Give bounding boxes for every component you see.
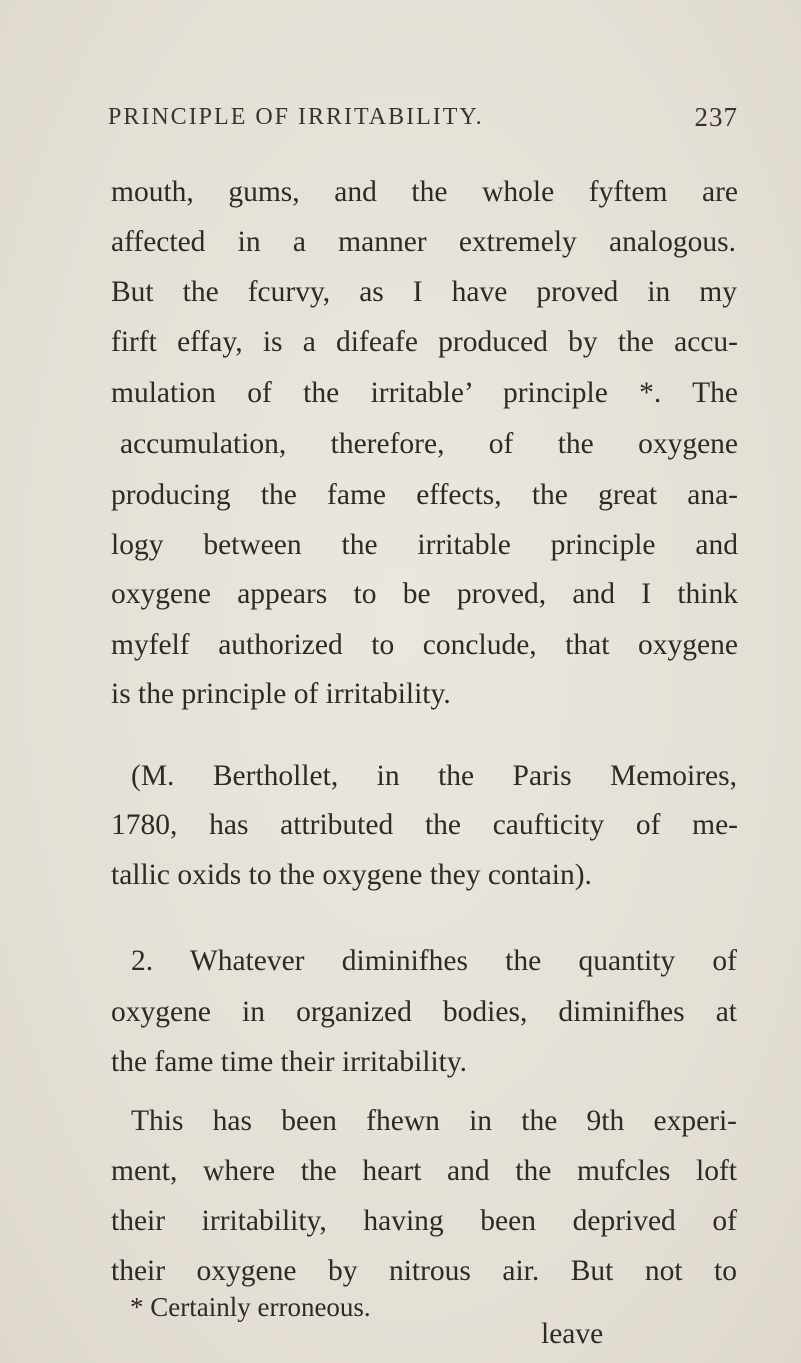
catchword: leave <box>541 1318 604 1350</box>
text-line: 2. Whatever diminifhes the quantity of <box>131 945 737 977</box>
text-line: is the principle of irritability. <box>111 678 451 710</box>
running-title: PRINCIPLE OF IRRITABILITY. <box>108 104 484 130</box>
text-line: (M. Berthollet, in the Paris Memoires, <box>131 760 737 792</box>
text-line: 1780, has attributed the caufticity of me- <box>111 809 738 841</box>
text-line: firft effay, is a difeafe produced by the accu- <box>111 326 738 358</box>
text-line: But the fcurvy, as I have proved in my <box>111 276 737 308</box>
text-line: affected in a manner extremely analogous. <box>111 226 736 258</box>
text-line: myfelf authorized to conclude, that oxygene <box>111 629 738 661</box>
text-line: mulation of the irritable’ principle *. The <box>111 377 738 409</box>
text-line: producing the fame effects, the great ana- <box>111 479 738 511</box>
text-line: their irritability, having been deprived of <box>111 1205 737 1237</box>
text-line: oxygene in organized bodies, diminifhes at <box>111 996 737 1028</box>
footnote: * Certainly erroneous. <box>130 1292 371 1322</box>
text-line: oxygene appears to be proved, and I think <box>111 578 738 610</box>
text-line: accumulation, therefore, of the oxygene <box>120 428 738 460</box>
text-line: mouth, gums, and the whole fyftem are <box>111 176 738 208</box>
page-number: 237 <box>694 102 738 132</box>
text-line: logy between the irritable principle and <box>111 529 738 561</box>
text-line: This has been fhewn in the 9th experi- <box>131 1105 737 1137</box>
text-line: their oxygene by nitrous air. But not to <box>111 1255 737 1287</box>
text-line: the fame time their irritability. <box>111 1046 468 1078</box>
running-head <box>108 104 738 131</box>
text-line: ment, where the heart and the mufcles loft <box>111 1155 737 1187</box>
text-line: tallic oxids to the oxygene they contain). <box>111 859 592 891</box>
